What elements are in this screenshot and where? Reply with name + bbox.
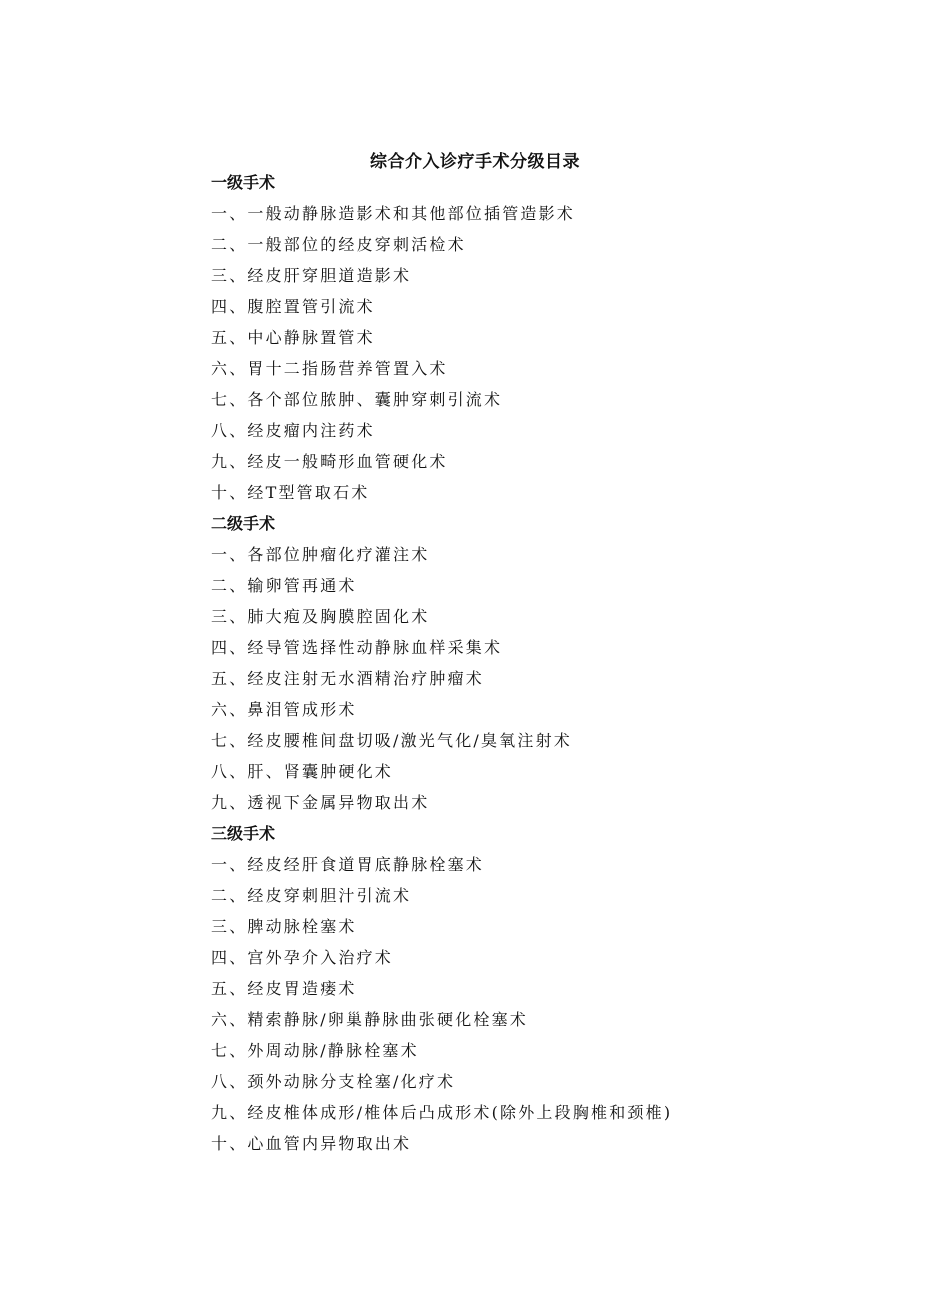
list-item: 八、经皮瘤内注药术 [211, 421, 375, 440]
list-item: 三、脾动脉栓塞术 [211, 917, 357, 936]
list-item: 三、经皮肝穿胆道造影术 [211, 266, 412, 285]
list-item: 九、经皮椎体成形/椎体后凸成形术(除外上段胸椎和颈椎) [211, 1103, 673, 1122]
list-item: 六、鼻泪管成形术 [211, 700, 357, 719]
list-item: 四、腹腔置管引流术 [211, 297, 375, 316]
list-item: 四、宫外孕介入治疗术 [211, 948, 394, 967]
list-item: 五、中心静脉置管术 [211, 328, 375, 347]
list-item: 二、输卵管再通术 [211, 576, 357, 595]
list-item: 九、经皮一般畸形血管硬化术 [211, 452, 448, 471]
section-level-1 [211, 172, 911, 513]
list-item: 五、经皮胃造瘘术 [211, 979, 357, 998]
list-item: 十、心血管内异物取出术 [211, 1134, 412, 1153]
list-item: 一、一般动静脉造影术和其他部位插管造影术 [211, 204, 576, 223]
list-item: 八、肝、肾囊肿硬化术 [211, 762, 394, 781]
section-heading: 一级手术 [211, 173, 276, 192]
document-body [211, 172, 911, 1164]
list-item: 六、胃十二指肠营养管置入术 [211, 359, 448, 378]
list-item: 九、透视下金属异物取出术 [211, 793, 430, 812]
document-title: 综合介入诊疗手术分级目录 [370, 152, 580, 172]
list-item: 七、各个部位脓肿、囊肿穿刺引流术 [211, 390, 503, 409]
list-item: 一、经皮经肝食道胃底静脉栓塞术 [211, 855, 485, 874]
list-item: 二、一般部位的经皮穿刺活检术 [211, 235, 466, 254]
section-level-2 [211, 513, 911, 823]
list-item: 三、肺大疱及胸膜腔固化术 [211, 607, 430, 626]
list-item: 五、经皮注射无水酒精治疗肿瘤术 [211, 669, 485, 688]
section-heading: 三级手术 [211, 824, 276, 843]
list-item: 七、外周动脉/静脉栓塞术 [211, 1041, 419, 1060]
list-item: 六、精索静脉/卵巢静脉曲张硬化栓塞术 [211, 1010, 528, 1029]
list-item: 一、各部位肿瘤化疗灌注术 [211, 545, 430, 564]
list-item: 七、经皮腰椎间盘切吸/激光气化/臭氧注射术 [211, 731, 572, 750]
list-item: 十、经T型管取石术 [211, 483, 370, 502]
list-item: 八、颈外动脉分支栓塞/化疗术 [211, 1072, 456, 1091]
list-item: 四、经导管选择性动静脉血样采集术 [211, 638, 503, 657]
section-level-3 [211, 823, 911, 1164]
section-heading: 二级手术 [211, 514, 276, 533]
list-item: 二、经皮穿刺胆汁引流术 [211, 886, 412, 905]
